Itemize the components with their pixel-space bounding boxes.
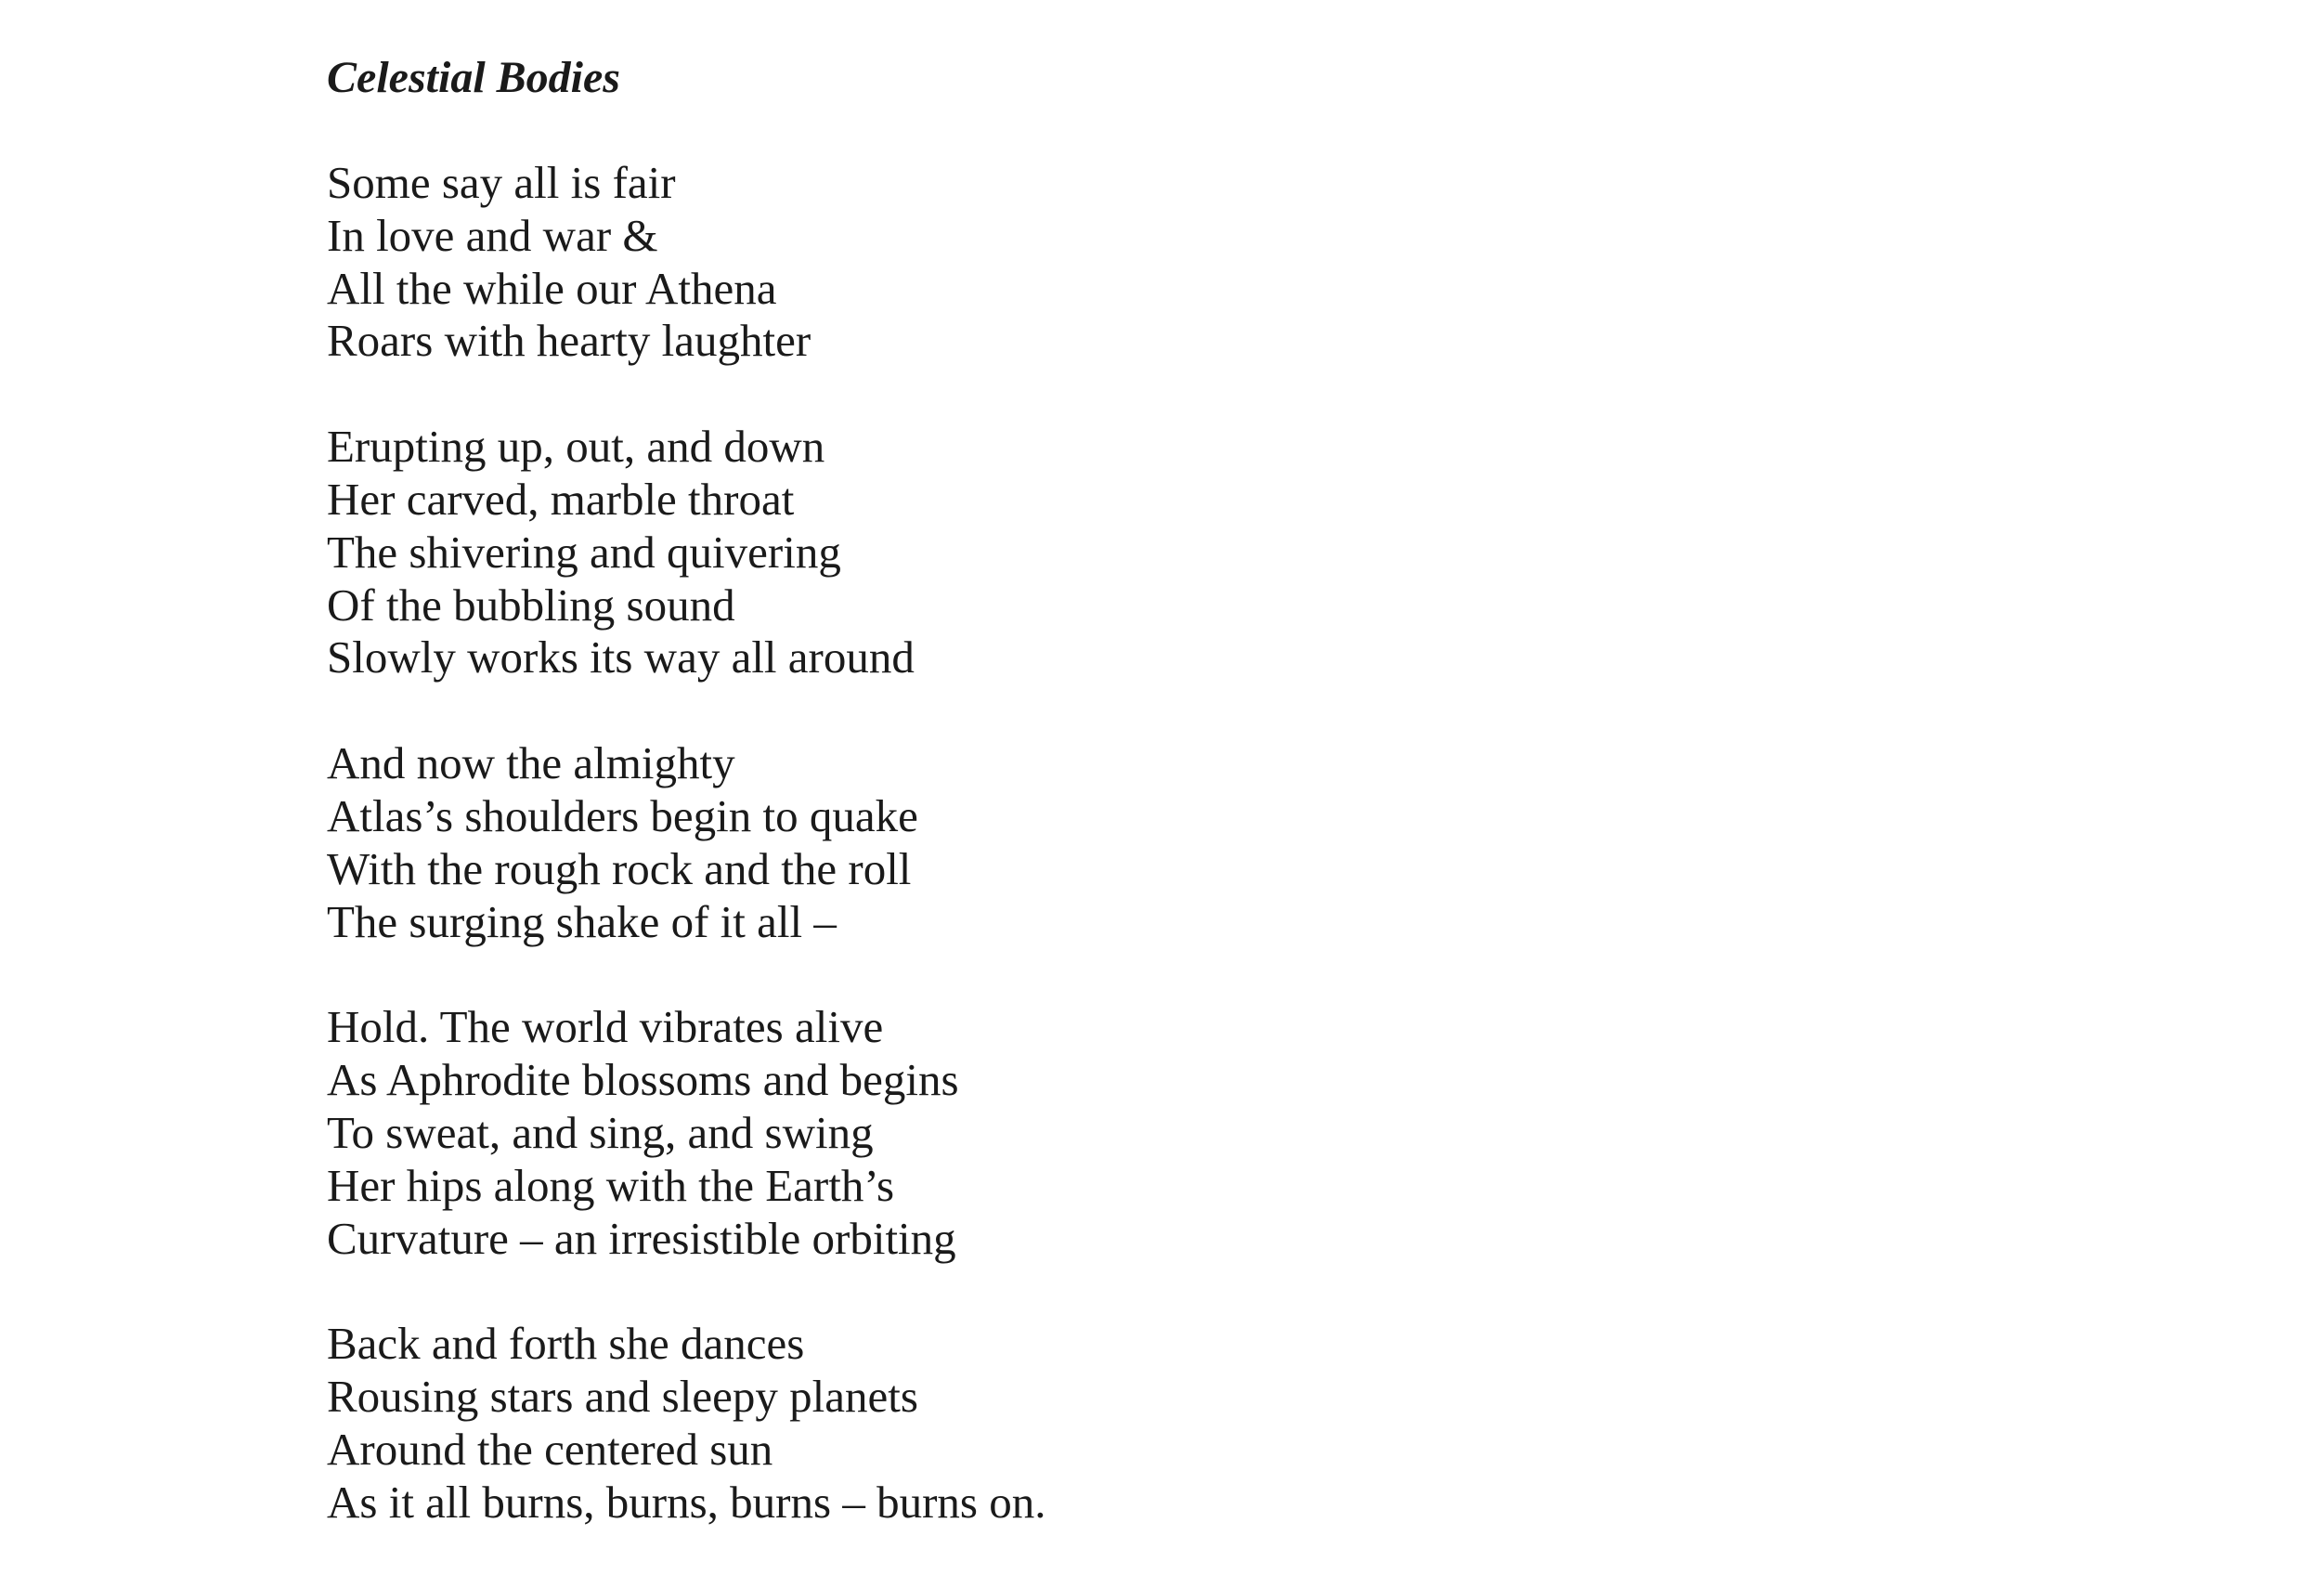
stanza-5 <box>327 1318 1812 1529</box>
poem-line: Atlas’s shoulders begin to quake <box>327 789 918 841</box>
stanza-4 <box>327 1001 1812 1265</box>
stanza-2 <box>327 421 1812 684</box>
stanza-3 <box>327 737 1812 948</box>
poem-line: Her carved, marble throat <box>327 473 795 525</box>
poem-line: Curvature – an irresistible orbiting <box>327 1212 956 1264</box>
poem-line: And now the almighty <box>327 737 735 789</box>
poem-page <box>327 52 1812 1529</box>
poem-line: The surging shake of it all – <box>327 895 837 947</box>
stanza-1 <box>327 157 1812 368</box>
poem-line: Erupting up, out, and down <box>327 421 825 473</box>
poem-line: Slowly works its way all around <box>327 631 915 683</box>
poem-line: Back and forth she dances <box>327 1318 805 1370</box>
poem-line: To sweat, and sing, and swing <box>327 1106 874 1158</box>
poem-line: The shivering and quivering <box>327 526 841 578</box>
poem-line: Of the bubbling sound <box>327 579 735 631</box>
poem-line: With the rough rock and the roll <box>327 842 912 894</box>
poem-title: Celestial Bodies <box>327 53 620 102</box>
poem-line: As it all burns, burns, burns – burns on. <box>327 1476 1046 1528</box>
poem-line: Hold. The world vibrates alive <box>327 1001 884 1053</box>
poem-line: In love and war & <box>327 209 658 261</box>
poem-line: All the while our Athena <box>327 262 777 314</box>
poem-line: Rousing stars and sleepy planets <box>327 1371 918 1423</box>
poem-line: Roars with hearty laughter <box>327 315 811 367</box>
poem-line: Some say all is fair <box>327 157 676 208</box>
poem-line: Around the centered sun <box>327 1423 773 1475</box>
poem-line: As Aphrodite blossoms and begins <box>327 1054 959 1106</box>
poem-line: Her hips along with the Earth’s <box>327 1159 895 1211</box>
